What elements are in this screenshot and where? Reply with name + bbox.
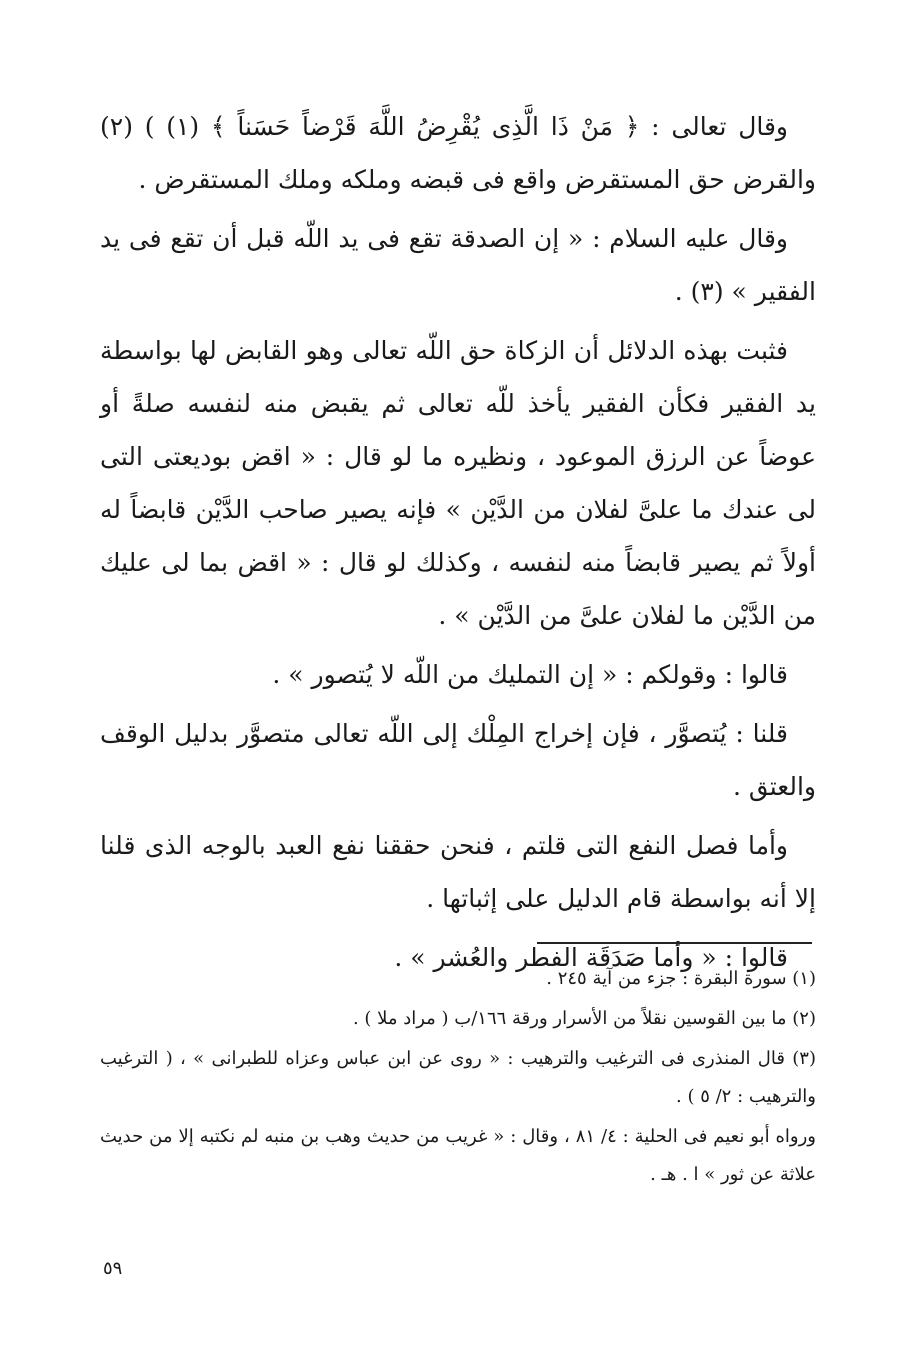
paragraph-2: وقال عليه السلام : « إن الصدقة تقع فى يد اللّه قبل أن تقع فى يد الفقير » (٣) . <box>100 224 816 306</box>
paragraph-4: قالوا : وقولكم : « إن التمليك من اللّه لا يُتصور » . <box>272 660 788 689</box>
paragraph-5: قلنا : يُتصوَّر ، فإن إخراج المِلْك إلى اللّه تعالى متصوَّر بدليل الوقف والعتق . <box>100 719 816 801</box>
paragraph-6: وأما فصل النفع التى قلتم ، فنحن حققنا نفع العبد بالوجه الذى قلنا إلا أنه بواسطة قام الدليل على إثباتها . <box>100 831 816 913</box>
paragraph-3: فثبت بهذه الدلائل أن الزكاة حق اللّه تعالى وهو القابض لها بواسطة يد الفقير فكأن الفقير يأخذ للّه تعالى ثم يقبض منه لنفسه صلةً أو عوضاً عن الرزق الموعود ، ونظيره ما لو قال : « اقض بوديعتى التى لى عندك ما علىَّ لفلان من الدَّيْن » فإنه يصير صاحب الدَّيْن قابضاً له أولاً ثم يصير قابضاً منه لنفسه ، وكذلك لو قال : « اقض بما لى عليك من الدَّيْن ما لفلان علىَّ من الدَّيْن » . <box>100 336 816 630</box>
footnotes <box>100 960 816 1196</box>
main-text <box>100 100 816 990</box>
footnote-3-continued: ورواه أبو نعيم فى الحلية : ٤/ ٨١ ، وقال : « غريب من حديث وهب بن منبه لم نكتبه إلا من حديث علاثة عن ثور » ا . هـ . <box>100 1126 816 1185</box>
footnote-2: (٢) ما بين القوسين نقلاً من الأسرار ورقة ١٦٦/ب ( مراد ملا ) . <box>352 1008 816 1029</box>
paragraph-7: قالوا : « وأما صَدَقَة الفطر والعُشر » . <box>394 943 788 972</box>
page-number: ٥٩ <box>103 1258 123 1279</box>
footnote-1: (١) سورة البقرة : جزء من آية ٢٤٥ . <box>546 968 816 989</box>
paragraph-1: وقال تعالى : ﴿ مَنْ ذَا الَّذِى يُقْرِضُ اللَّهَ قَرْضاً حَسَناً ﴾ (١) ) (٢) والقرض حق المستقرض واقع فى قبضه وملكه وملك المستقرض . <box>100 112 816 194</box>
footnote-3: (٣) قال المنذرى فى الترغيب والترهيب : « روى عن ابن عباس وعزاه للطبرانى » ، ( الترغيب والترهيب : ٢/ ٥ ) . <box>100 1048 816 1107</box>
footnote-separator <box>537 942 812 944</box>
